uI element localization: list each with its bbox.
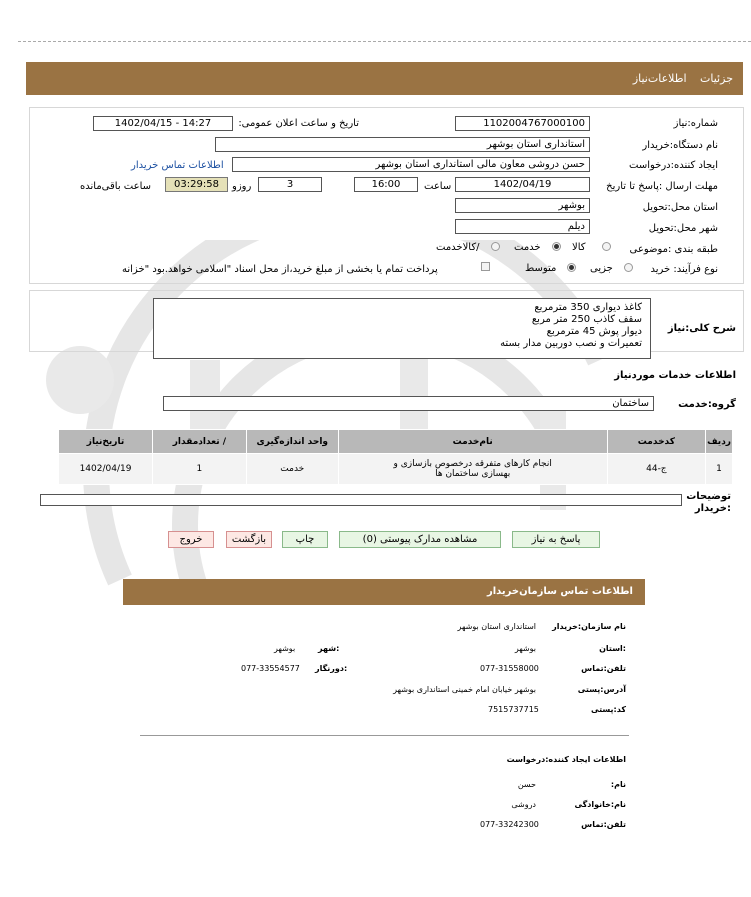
services-table — [58, 429, 733, 485]
buyer-notes-box — [40, 494, 682, 506]
cell-qty: 1 — [153, 454, 247, 485]
services-title: اطلاعات خدمات موردنیاز — [614, 370, 736, 381]
breadcrumb-details[interactable]: جزئیات — [700, 72, 733, 85]
remaining-time: 03:29:58 — [165, 177, 228, 192]
description-label: شرح کلی:نیاز — [667, 323, 736, 334]
process-minor-label: جزیی — [590, 263, 613, 274]
org-address-label: آدرس:پستی — [577, 685, 626, 694]
deadline-date-field: 1402/04/19 — [455, 177, 590, 192]
process-minor-radio[interactable] — [624, 263, 633, 272]
description-box — [153, 298, 651, 359]
deadline-time-field: 16:00 — [354, 177, 418, 192]
org-fax-label: :دورنگار — [315, 664, 348, 673]
cell-unit: خدمت — [246, 454, 338, 485]
description-line: کاغذ دیواری 350 مترمربع — [534, 302, 642, 313]
category-service-radio[interactable] — [552, 242, 561, 251]
cell-code: ج-44 — [607, 454, 705, 485]
org-postal: 7515737715 — [488, 705, 539, 714]
col-row: ردیف — [706, 430, 733, 454]
print-button[interactable]: چاپ — [282, 531, 328, 548]
col-name: نام‌خدمت — [338, 430, 607, 454]
announce-field: 1402/04/15 - 14:27 — [93, 116, 233, 131]
table-row — [59, 454, 733, 485]
creator-last: دروشی — [511, 800, 536, 809]
org-name: استانداری استان بوشهر — [457, 622, 536, 631]
page-header — [26, 62, 743, 95]
category-service-label: خدمت — [514, 242, 541, 253]
org-phone-label: تلفن:تماس — [581, 664, 626, 673]
cell-name: انجام کارهای متفرقه درخصوص بازسازی و بهسازی ساختمان ها — [338, 454, 607, 485]
org-phone: 077-31558000 — [480, 664, 539, 673]
creator-first: حسن — [517, 780, 536, 789]
org-contact-title: اطلاعات تماس سازمان‌خریدار — [486, 586, 633, 597]
contact-buyer-link[interactable]: اطلاعات تماس خریدار — [131, 160, 224, 171]
announce-label: تاریخ و ساعت اعلان عمومی: — [238, 118, 359, 129]
process-label: نوع فرآیند: خرید — [650, 264, 718, 275]
creator-phone: 077-33242300 — [480, 820, 539, 829]
need-number-field: 1102004767000100 — [455, 116, 590, 131]
process-medium-label: متوسط — [525, 263, 557, 274]
back-button[interactable]: بازگشت — [226, 531, 272, 548]
payment-checkbox[interactable] — [481, 262, 490, 271]
need-info-panel — [29, 107, 744, 284]
creator-first-label: نام: — [610, 780, 626, 789]
top-divider — [18, 41, 751, 42]
process-medium-radio[interactable] — [567, 263, 576, 272]
creator-label: ایجاد کننده:درخواست — [629, 160, 718, 171]
days-label: روزو — [232, 181, 252, 192]
org-province-label: :استان — [599, 644, 626, 653]
org-contact-header — [123, 579, 645, 605]
deadline-time-label: ساعت — [424, 181, 452, 192]
buyer-device-field: استانداری استان بوشهر — [215, 137, 590, 152]
section-divider — [140, 735, 629, 736]
breadcrumb — [623, 62, 733, 95]
category-goods-radio[interactable] — [602, 242, 611, 251]
org-address: بوشهر خیابان امام خمینی استانداری بوشهر — [393, 685, 536, 694]
creator-phone-label: تلفن:تماس — [581, 820, 626, 829]
creator-last-label: نام:خانوادگی — [574, 800, 626, 809]
buyer-notes-label: توضیحات :خریدار — [686, 491, 731, 514]
org-postal-label: کد:پستی — [591, 705, 626, 714]
col-code: کدخدمت — [607, 430, 705, 454]
buyer-device-label: نام دستگاه:خریدار — [642, 140, 718, 151]
creator-field: حسن دروشی معاون مالی استانداری استان بوشهر — [232, 157, 590, 172]
need-number-label: شماره:نیاز — [673, 118, 718, 129]
deadline-label: مهلت ارسال :پاسخ تا تاریخ — [606, 181, 718, 192]
exit-button[interactable]: خروج — [168, 531, 214, 548]
cell-date: 1402/04/19 — [59, 454, 153, 485]
col-unit: واحد اندازه‌گیری — [246, 430, 338, 454]
reply-button[interactable]: پاسخ به نیاز — [512, 531, 600, 548]
description-line: دیوار پوش 45 مترمربع — [546, 326, 642, 337]
category-goods-service-radio[interactable] — [491, 242, 500, 251]
city-label: شهر محل:تحویل — [648, 223, 718, 234]
org-city: بوشهر — [274, 644, 296, 653]
cell-row: 1 — [706, 454, 733, 485]
remaining-label: ساعت باقی‌مانده — [80, 181, 152, 192]
province-field: بوشهر — [455, 198, 590, 213]
category-label: طبقه بندی :موضوعی — [629, 244, 718, 255]
col-date: تاریخ‌نیاز — [59, 430, 153, 454]
service-group-field: ساختمان — [163, 396, 654, 411]
days-field: 3 — [258, 177, 322, 192]
org-province: بوشهر — [514, 644, 536, 653]
col-qty: / تعدادمقدار — [153, 430, 247, 454]
category-goods-service-label: /کالاخدمت — [436, 242, 480, 253]
attachments-button[interactable]: مشاهده مدارک پیوستی (0) — [339, 531, 501, 548]
province-label: استان محل:تحویل — [642, 202, 718, 213]
org-fax: 077-33554577 — [241, 664, 300, 673]
table-header-row — [59, 430, 733, 454]
payment-note: پرداخت تمام یا بخشی از مبلغ خرید،از محل اسناد "اسلامی خواهد.بود "خزانه — [122, 264, 438, 275]
breadcrumb-need-info[interactable]: اطلاعات‌نیاز — [632, 72, 687, 85]
description-line: تعمیرات و نصب دوربین مدار بسته — [500, 338, 642, 349]
org-name-label: نام سازمان:خریدار — [552, 622, 626, 631]
category-goods-label: کالا — [572, 242, 586, 253]
city-field: دیلم — [455, 219, 590, 234]
service-group-label: گروه:خدمت — [678, 399, 736, 410]
creator-info-title: اطلاعات ایجاد کننده:درخواست — [506, 755, 626, 764]
org-city-label: :شهر — [318, 644, 340, 653]
description-line: سقف کاذب 250 متر مربع — [531, 314, 642, 325]
